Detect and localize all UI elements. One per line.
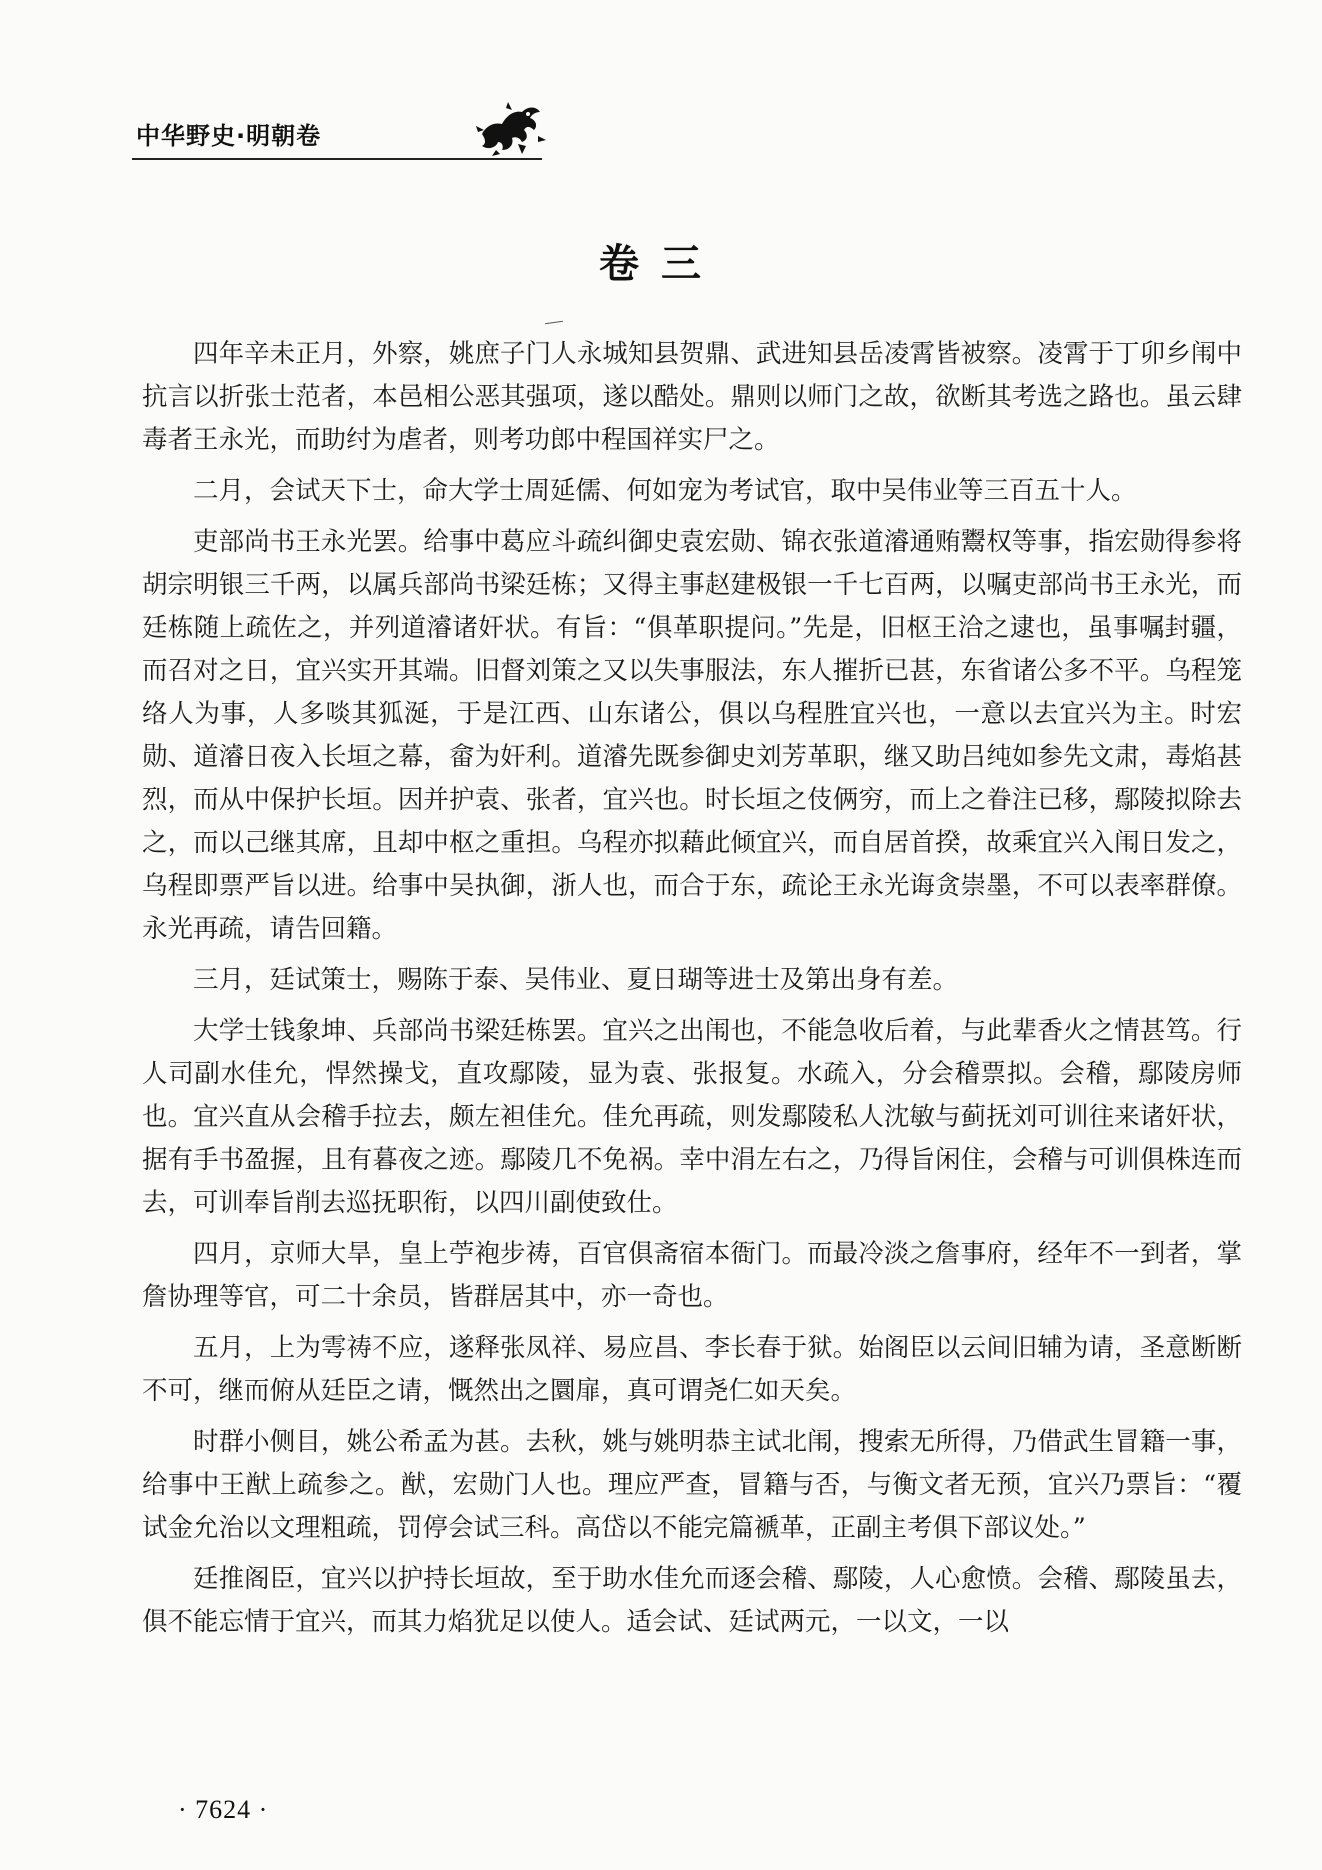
paragraph: 三月，廷试策士，赐陈于泰、吴伟业、夏日瑚等进士及第出身有差。 [193, 965, 959, 995]
header-rule [132, 158, 542, 160]
paragraph: 时群小侧目，姚公希孟为甚。去秋，姚与姚明恭主试北闱，搜索无所得，乃借武生冒籍一事，给事中王猷上疏参之。猷，宏勋门人也。理应严查，冒籍与否，与衡文者无预，宜兴乃票旨：“覆试金允治以文理粗疏，罚停会试三科。高岱以不能完篇褫革，正副主考俱下部议处。” [142, 1427, 1242, 1543]
print-speck [545, 321, 563, 324]
dragon-logo-icon [472, 96, 548, 156]
paragraph: 五月，上为雩祷不应，遂释张凤祥、易应昌、李长春于狱。始阁臣以云间旧辅为请，圣意断断不可，继而俯从廷臣之请，慨然出之圜扉，真可谓尧仁如天矣。 [142, 1333, 1242, 1406]
chapter-title: 卷三 [599, 241, 723, 287]
page-number: · 7624 · [178, 1795, 269, 1824]
paragraph: 二月，会试天下士，命大学士周延儒、何如宠为考试官，取中吴伟业等三百五十人。 [193, 476, 1137, 506]
paragraph: 大学士钱象坤、兵部尚书梁廷栋罢。宜兴之出闱也，不能急收后着，与此辈香火之情甚笃。行人司副水佳允，悍然操戈，直攻鄢陵，显为袁、张报复。水疏入，分会稽票拟。会稽，鄢陵房师也。宜兴直从会稽手拉去，颇左袒佳允。佳允再疏，则发鄢陵私人沈敏与蓟抚刘可训往来诸奸状，据有手书盈握，且有暮夜之迹。鄢陵几不免祸。幸中涓左右之，乃得旨闲住，会稽与可训俱株连而去，可训奉旨削去巡抚职衔，以四川副使致仕。 [142, 1016, 1242, 1218]
body-text [142, 333, 1242, 1644]
paragraph: 吏部尚书王永光罢。给事中葛应斗疏纠御史袁宏勋、锦衣张道濬通贿鬻权等事，指宏勋得参将胡宗明银三千两，以属兵部尚书梁廷栋；又得主事赵建极银一千七百两，以嘱吏部尚书王永光，而廷栋随上疏佐之，并列道濬诸奸状。有旨：“俱革职提问。”先是，旧枢王洽之逮也，虽事嘱封疆，而召对之日，宜兴实开其端。旧督刘策之又以失事服法，东人摧折已甚，东省诸公多不平。乌程笼络人为事，人多啖其狐涎，于是江西、山东诸公，俱以乌程胜宜兴也，一意以去宜兴为主。时宏勋、道濬日夜入长垣之幕，畲为奸利。道濬先既参御史刘芳革职，继又助吕纯如参先文肃，毒焰甚烈，而从中保护长垣。因并护袁、张者，宜兴也。时长垣之伎俩穷，而上之眷注已移，鄢陵拟除去之，而以己继其席，且却中枢之重担。乌程亦拟藉此倾宜兴，而自居首揆，故乘宜兴入闱日发之，乌程即票严旨以进。给事中吴执御，浙人也，而合于东，疏论王永光诲贪崇墨，不可以表率群僚。永光再疏，请告回籍。 [142, 527, 1242, 944]
book-title: 中华野史·明朝卷 [136, 122, 322, 150]
paragraph: 四月，京师大旱，皇上苧袍步祷，百官俱斋宿本衙门。而最冷淡之詹事府，经年不一到者，掌詹协理等官，可二十余员，皆群居其中，亦一奇也。 [142, 1239, 1242, 1312]
paragraph: 廷推阁臣，宜兴以护持长垣故，至于助水佳允而逐会稽、鄢陵，人心愈愤。会稽、鄢陵虽去，俱不能忘情于宜兴，而其力焰犹足以使人。适会试、廷试两元，一以文，一以 [142, 1564, 1242, 1637]
paragraph: 四年辛未正月，外察，姚庶子门人永城知县贺鼎、武进知县岳凌霄皆被察。凌霄于丁卯乡闱中抗言以折张士范者，本邑相公恶其强项，遂以酷处。鼎则以师门之故，欲断其考选之路也。虽云肆毒者王永光，而助纣为虐者，则考功郎中程国祥实尸之。 [142, 339, 1242, 455]
running-header [132, 96, 542, 166]
